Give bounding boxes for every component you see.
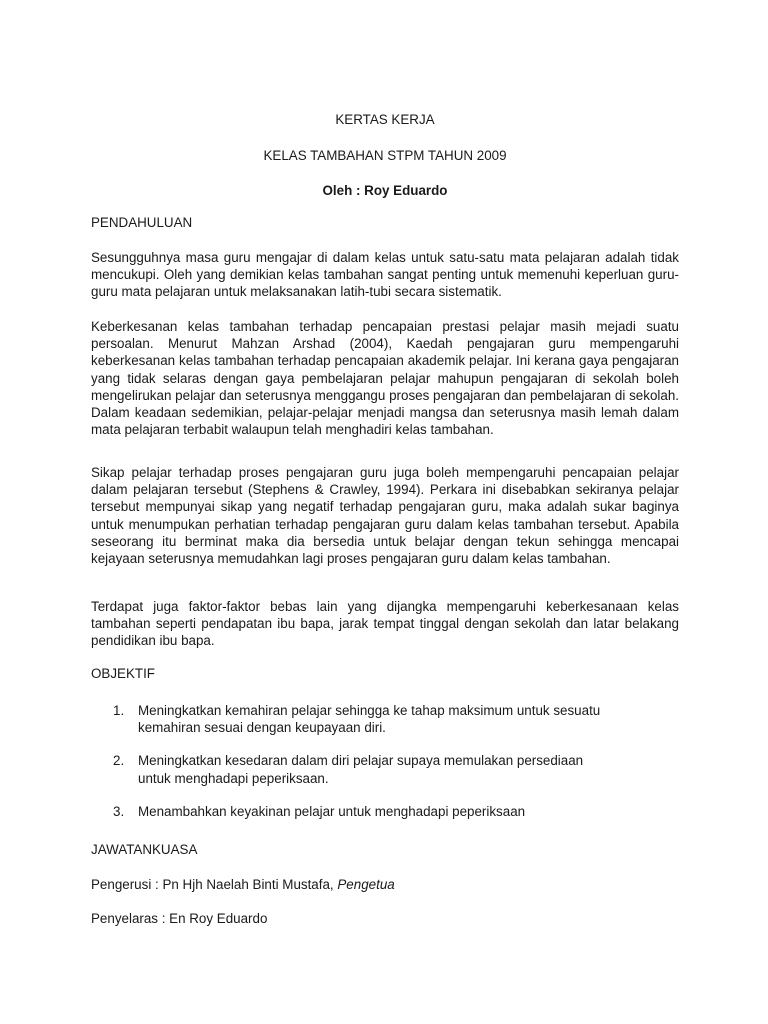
document-title: KERTAS KERJA: [335, 112, 435, 127]
section-heading-pendahuluan: PENDAHULUAN: [91, 215, 193, 230]
committee-chair: [91, 876, 395, 893]
objective-number: 1.: [113, 703, 125, 718]
objective-text: Meningkatkan kesedaran dalam diri pelajar supaya memulakan persediaan untuk menghadapi peperiksaan.: [138, 753, 584, 786]
document-subtitle: KELAS TAMBAHAN STPM TAHUN 2009: [263, 148, 507, 163]
document-page: [91, 0, 679, 1024]
objective-number: 2.: [113, 753, 125, 769]
author-line: Oleh : Roy Eduardo: [322, 183, 448, 198]
objective-item-3: [91, 803, 618, 820]
paragraph-3: Sikap pelajar terhadap proses pengajaran guru juga boleh mempengaruhi pencapaian pelajar dalam pelajaran tersebut (Stephens & Crawley, 1994). Perkara ini disebabkan sekiranya pelajar tersebut mempunyai sikap yang negatif terhadap pengajaran guru, maka adalah sukar baginya untuk menumpukan perhatian terhadap pengajaran guru dalam kelas tambahan tersebut. Apabila seseorang itu berminat maka dia bersedia untuk belajar dengan tekun sehingga mencapai kejayaan seterusnya memudahkan lagi proses pengajaran guru dalam kelas tambahan.: [91, 465, 679, 567]
objective-number: 3.: [113, 803, 125, 819]
objective-text: Menambahkan keyakinan pelajar untuk menghadapi peperiksaan: [138, 803, 526, 819]
committee-chair-label: Pengerusi : Pn Hjh Naelah Binti Mustafa,: [91, 877, 338, 892]
paragraph-2: Keberkesanan kelas tambahan terhadap pencapaian prestasi pelajar masih mejadi suatu persoalan. Menurut Mahzan Arshad (2004), Kaedah pengajaran guru mempengaruhi keberkesanan kelas tambahan terhadap pencapaian akademik pelajar. Ini kerana gaya pengajaran yang tidak selaras dengan gaya pembelajaran pelajar mahupun pengajaran di sekolah boleh mengelirukan pelajar dan seterusnya menggangu proses pengajaran dan pembelajaran di sekolah. Dalam keadaan sedemikian, pelajar-pelajar menjadi mangsa dan seterusnya masih lemah dalam mata pelajaran terbabit walaupun telah menghadiri kelas tambahan.: [91, 319, 679, 438]
committee-coordinator: Penyelaras : En Roy Eduardo: [91, 911, 268, 926]
committee-chair-role: Pengetua: [337, 877, 395, 892]
objective-item-2: [91, 752, 618, 786]
objective-item-1: [91, 702, 618, 736]
objective-text: Meningkatkan kemahiran pelajar sehingga ke tahap maksimum untuk sesuatu kemahiran sesuai dengan keupayaan diri.: [138, 703, 601, 736]
section-heading-objektif: OBJEKTIF: [91, 666, 155, 681]
section-heading-jawatankuasa: JAWATANKUASA: [91, 842, 198, 857]
objectives-list: [91, 702, 679, 836]
paragraph-1: Sesungguhnya masa guru mengajar di dalam kelas untuk satu-satu mata pelajaran adalah tidak mencukupi. Oleh yang demikian kelas tambahan sangat penting untuk memenuhi keperluan guru-guru mata pelajaran untuk melaksanakan latih-tubi secara sistematik.: [91, 250, 679, 300]
paragraph-4: Terdapat juga faktor-faktor bebas lain yang dijangka mempengaruhi keberkesanaan kelas tambahan seperti pendapatan ibu bapa, jarak tempat tinggal dengan sekolah dan latar belakang pendidikan ibu bapa.: [91, 599, 679, 649]
